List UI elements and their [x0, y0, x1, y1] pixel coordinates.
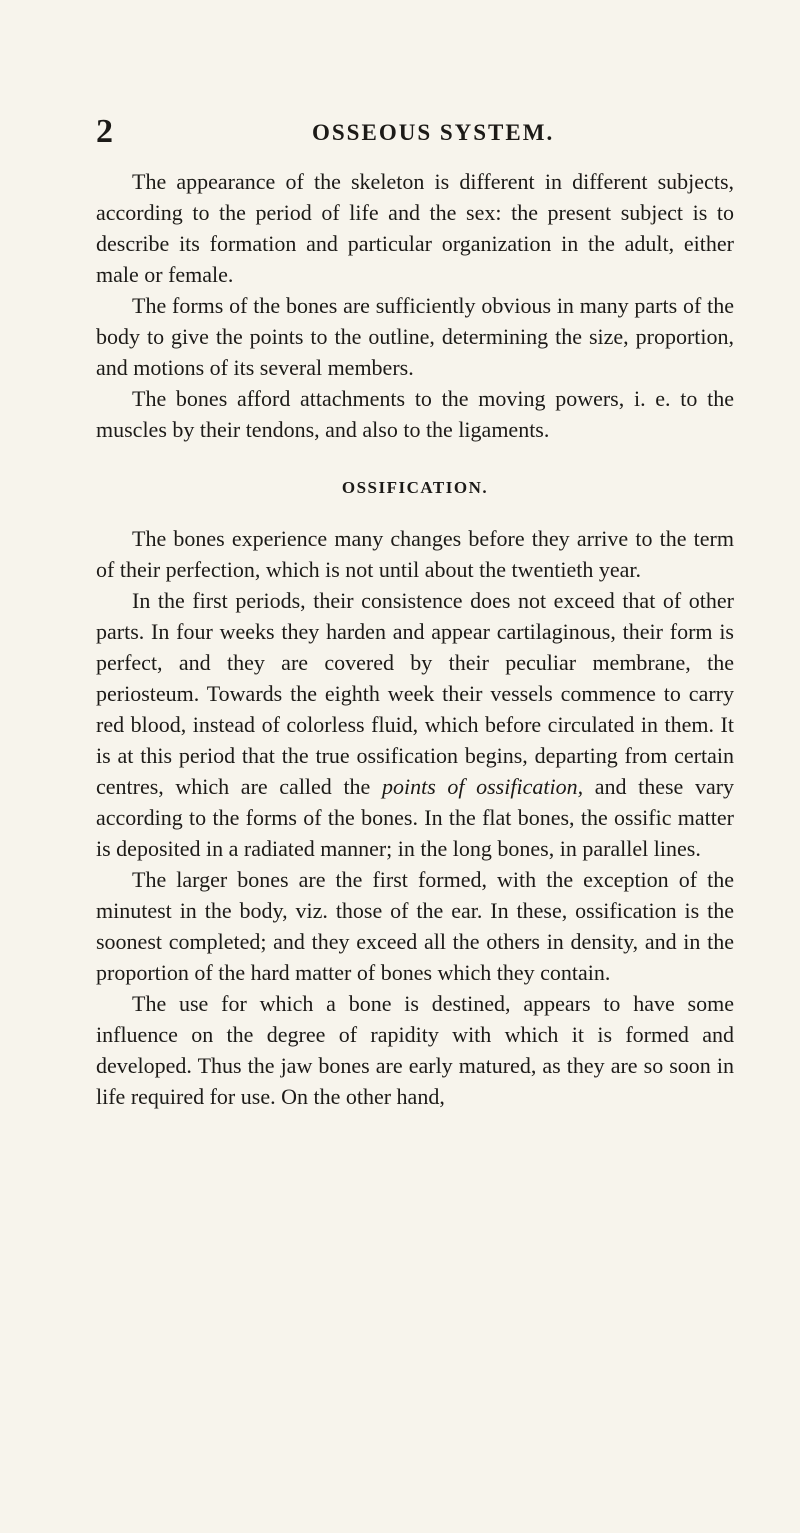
running-head [96, 112, 716, 156]
page-number: 2 [96, 113, 113, 150]
paragraph-bone-attachments: The bones afford attachments to the moving powers, i. e. to the muscles by their tendons, and also to the ligaments. [96, 386, 734, 442]
running-head-title: OSSEOUS SYSTEM. [312, 120, 555, 145]
paragraph-first-periods-text-2: and these vary according to the forms of the bones. In the flat bones, the ossific matter is deposited in a radiated manner; in the long bones, in parallel lines. [96, 774, 735, 861]
paragraph-bone-changes: The bones experience many changes before they arrive to the term of their perfection, which is not until about the twentieth year. [96, 526, 734, 582]
paragraph-first-periods-text-1: In the first periods, their consistence does not exceed that of other parts. In four weeks they harden and appear cartilaginous, their form is perfect, and they are covered by their peculiar membrane, the periosteum. Towards the eighth week their vessels commence to carry red blood, instead of colorless fluid, which before circulated in them. It is at this period that the true ossification begins, departing from certain centres, which are called the [96, 588, 734, 799]
points-of-ossification-term: points of ossification, [381, 774, 584, 799]
paragraph-larger-bones: The larger bones are the first formed, with the exception of the minutest in the body, viz. those of the ear. In these, ossification is the soonest completed; and they exceed all the others in density, and in the proportion of the hard matter of bones which they contain. [96, 867, 734, 985]
paragraph-skeleton-appearance: The appearance of the skeleton is different in different subjects, according to the period of life and the sex: the present subject is to describe its formation and particular organization in the adult, either male or female. [96, 169, 734, 287]
paragraph-bone-forms: The forms of the bones are sufficiently obvious in many parts of the body to give the points to the outline, determining the size, proportion, and motions of its several members. [96, 293, 734, 380]
paragraph-first-periods [96, 585, 734, 864]
section-heading-ossification: OSSIFICATION. [341, 478, 489, 497]
paragraph-bone-use: The use for which a bone is destined, appears to have some influence on the degree of rapidity with which it is formed and developed. Thus the jaw bones are early matured, as they are so soon in life required for use. On the other hand, [96, 991, 734, 1109]
body-text [96, 166, 734, 1112]
